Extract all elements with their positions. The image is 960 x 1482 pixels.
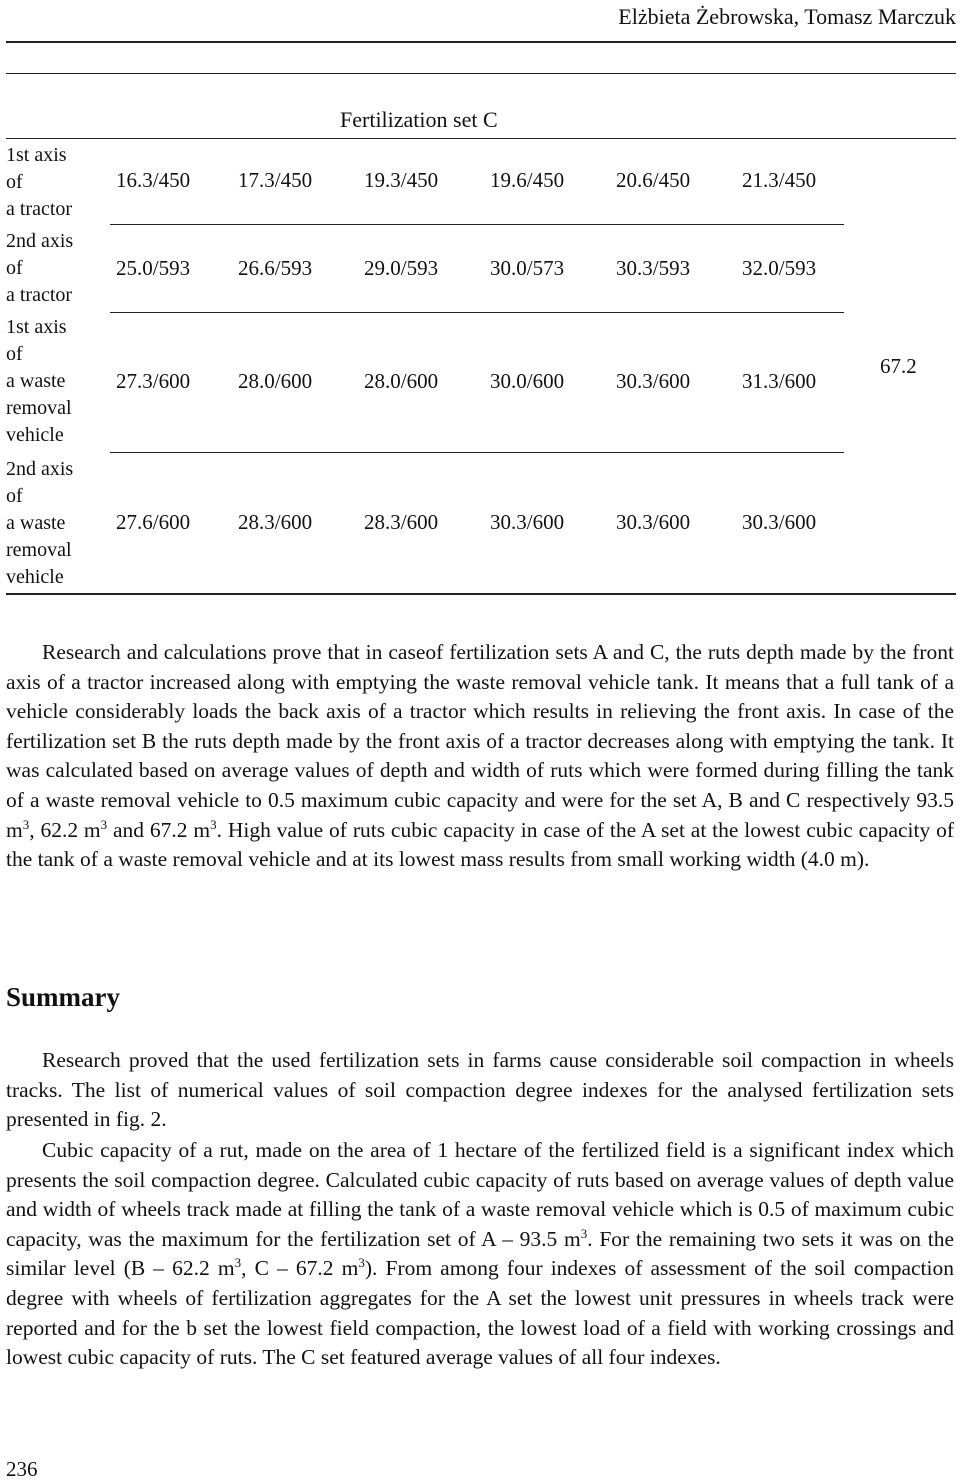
table-cell: 30.3/600 — [616, 369, 691, 393]
table-cell: 27.6/600 — [116, 510, 191, 534]
table-cell: 28.0/600 — [364, 369, 439, 393]
table-cell: 29.0/593 — [364, 256, 439, 280]
table-cell: 25.0/593 — [116, 256, 191, 280]
table-cell: 27.3/600 — [116, 369, 191, 393]
table-cell: 32.0/593 — [742, 256, 817, 280]
row-label-vehicle-axis-1: 1st axis of a waste removal vehicle — [6, 316, 72, 446]
row-label-tractor-axis-2: 2nd axis of a tractor — [6, 230, 74, 306]
row-label-tractor-axis-1: 1st axis of a tractor — [6, 144, 73, 220]
table-top-rule — [6, 41, 956, 43]
table-cell: 30.3/600 — [616, 510, 691, 534]
table-cell: 30.3/600 — [742, 510, 817, 534]
table-bottom-rule — [6, 593, 956, 595]
table-cell: 30.3/593 — [616, 256, 691, 280]
row-rule — [110, 312, 844, 313]
table-cell: 30.0/573 — [490, 256, 565, 280]
table-cell: 31.3/600 — [742, 369, 817, 393]
row-rule — [110, 224, 844, 225]
row-label-vehicle-axis-2: 2nd axis of a waste removal vehicle — [6, 458, 74, 588]
table-cell: 19.3/450 — [364, 168, 439, 192]
summary-paragraph-2: Cubic capacity of a rut, made on the area of 1 hectare of the fertilized field is a significant index which presents the soil compaction degree. Calculated cubic capacity of ruts based on average values of depth value and width of wheels track made at filling the tank of a waste removal vehicle which is 0.5 of maximum cubic capacity, was the maximum for the fertilization set of A – 93.5 $m^3$. For the remaining two sets it was on the similar level (B – 62.2 $m^3$, C – 67.2 $m^3$). From among four indexes of assessment of the soil compaction degree with wheels of fertilization aggregates for the A set the lowest unit pressures in wheels track were reported and for the b set the lowest field compaction, the lowest load of a field with working crossings and lowest cubic capacity of ruts. The C set featured average values of all four indexes. — [6, 1138, 954, 1370]
table-set-caption: Fertilization set C — [340, 107, 498, 132]
table-cell: 17.3/450 — [238, 168, 313, 192]
table-cell: 28.3/600 — [238, 510, 313, 534]
table-cell: 20.6/450 — [616, 168, 691, 192]
row-rule — [110, 452, 844, 453]
page-number: 236 — [6, 1457, 38, 1481]
table-rule — [6, 73, 956, 74]
summary-heading: Summary — [6, 982, 120, 1012]
table-cell: 21.3/450 — [742, 168, 817, 192]
table-cell: 28.3/600 — [364, 510, 439, 534]
running-header-authors: Elżbieta Żebrowska, Tomasz Marczuk — [618, 4, 956, 29]
table-cell: 30.3/600 — [490, 510, 565, 534]
table-caption-rule — [6, 138, 956, 139]
results-paragraph: Research and calculations prove that in caseof fertilization sets A and C, the ruts depth made by the front axis of a tractor increased along with emptying the waste removal vehicle tank. It means that a full tank of a vehicle considerably loads the back axis of a tractor which results in relieving the front axis. In case of the fertilization set B the ruts depth made by the front axis of a tractor decreases along with emptying the tank. It was calculated based on average values of depth and width of ruts which were formed during filling the tank of a waste removal vehicle to 0.5 maximum cubic capacity and were for the set A, B and C respectively 93.5 $m^3$, 62.2 $m^3$ and 67.2 $m^3$. High value of ruts cubic capacity in case of the A set at the lowest cubic capacity of the tank of a waste removal vehicle and at its lowest mass results from small working width (4.0 m). — [6, 640, 954, 872]
table-cell: 30.0/600 — [490, 369, 565, 393]
summary-paragraph-1: Research proved that the used fertilization sets in farms cause considerable soil compaction in wheels tracks. The list of numerical values of soil compaction degree indexes for the analysed fertilization sets presented in fig. 2. — [6, 1048, 954, 1132]
table-cell: 19.6/450 — [490, 168, 565, 192]
table-cell: 28.0/600 — [238, 369, 313, 393]
table-cell: 26.6/593 — [238, 256, 313, 280]
table-cell: 16.3/450 — [116, 168, 191, 192]
table-total-value: 67.2 — [880, 354, 917, 378]
